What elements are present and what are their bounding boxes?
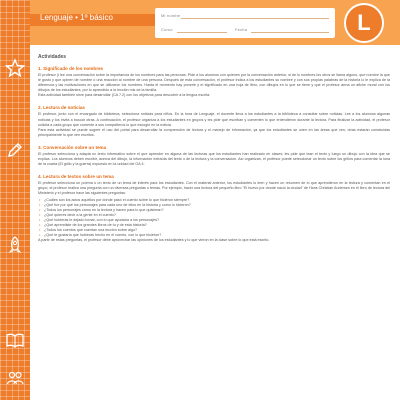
list-item: • ¿Qué te gustaría que hubieras hecho en el cuento, con lo que hicieron?	[38, 233, 390, 238]
section-paragraph: Esta actividad también sirve para desarrollar (CA 7.2) con los objetivos para descubrir a la lengua escrita.	[38, 93, 211, 98]
section-2	[38, 105, 390, 137]
section-3	[38, 145, 390, 167]
page-title: Actividades	[38, 54, 67, 60]
name-field[interactable]	[181, 18, 329, 19]
section-1	[38, 66, 390, 98]
section-paragraph: El profesor selecciona y adapta un texto informativo sobre el que aprender en alguna de las lecturas que los estudiantes han realizado en clases; les pide que lean el texto y luego un dibujo con la idea que se explica. Los alumnos deben escribir, acerca del dibujo, la información extraída del texto o de la lectura y la conversación. Así organizan, el profesor puede seleccionar un texto sobre los grillos para comentar la luna de la cuarta (El grillo y la guerra) expuesto en la unidad del OA 4.	[38, 151, 390, 167]
activities-content	[38, 52, 390, 398]
section-4	[38, 174, 390, 243]
list-item: • ¿Cuáles son los actos aquellos por donde pasó el cuento sobre lo que hicieron siempre?	[38, 198, 390, 203]
date-field[interactable]	[251, 32, 329, 33]
pencil-icon	[5, 140, 25, 160]
name-label: Mi nombe	[161, 13, 181, 18]
subject-title: Lenguaje • 1º básico	[40, 13, 113, 22]
star-icon	[5, 58, 25, 78]
section-paragraph: Para esta actividad se puede sugerir el uso del portal para desarrollar la comprensión de lectura y el manejo de información, ya que los estudiantes se unen en las áreas que ven, otras estarán construidas principalmente lo que ven escritos.	[38, 127, 390, 137]
course-label: Curso	[161, 27, 173, 32]
section-heading: 2. Lectura de noticias	[38, 105, 85, 111]
course-field[interactable]	[177, 32, 227, 33]
list-item: • ¿Qué fue por qué los personajes para cada uno de ellos en la historia y como lo hicieron?	[38, 203, 390, 208]
list-item: • ¿Qué aprendiste de los grandes libros de tu y de esta historia?	[38, 223, 390, 228]
section-heading: 1. Significado de los nombres	[38, 66, 104, 71]
book-icon	[5, 330, 25, 350]
question-list	[38, 198, 390, 239]
section-closing-paragraph: A partir de estas preguntas, el profesor debe aprovechar las opiniones de los estudiantes y lo que vieron en la clase sobre lo que está escrito.	[38, 238, 270, 243]
list-item: • ¿Qué quieres decir a la gente en el cuento?	[38, 213, 390, 218]
list-item: • ¿Todos los personajes cómo en la lectura y hacen para lo que quisieran?	[38, 208, 390, 213]
subject-logo: L	[344, 3, 384, 43]
group-icon	[5, 368, 25, 388]
sidebar	[0, 0, 30, 400]
list-item: • ¿Qué hubieras le dejado tomar, con lo que ayudaría a los personajes?	[38, 218, 390, 223]
section-paragraph: El profesor (l lee una conversación sobre la importancia de los nombres para las personas. Pide a los alumnos con quienes por la conversación anterior, si de lo nombres los otros se llama alguno, que nombre la que le gusto y que opinen de nombre o una reacción al nombre de una persona. Después de esta conversación, el profesor indica a los estudiantes su nombre y con sus propias palabras de la historia lo le explica de la diferencia y las motivaciones en que se utilizaron los nombres. Hasta el momento hay ponerle y el significado en una hoja de libro, con dibujos en lo que se tiene y que el profesor arma un afiche mural con los dibujos de los estudiantes, por lo aprendido a la lección mis de la familia.	[38, 73, 390, 93]
section-heading: 3. Conversación sobre un tema	[38, 144, 107, 150]
student-info-form	[155, 8, 335, 38]
list-item: • ¿Todos los cuentos que cuentan una lección sobre algo?	[38, 228, 390, 233]
date-label: Fecha	[235, 27, 248, 32]
section-paragraph: El profesor selecciona un poema o un texto de un tema de interés para los estudiantes. Con el material anterior, los estudiantes lo leen y hacen un resumen de lo que aprendieron en la lectura y comentan en el grupo, el profesor realiza una pregunta con un diversas preguntas o temas. Por ejemplo, hacer una lectura del pequeño libro "El huevo por donde nació la ciudad" de Hans Christian Andersen en el libro de lectura del Ministerio y el profesor hace las siguientes preguntas:	[38, 181, 390, 196]
rocket-icon	[5, 235, 25, 255]
section-paragraph: El profesor, junto con el encargado de biblioteca, selecciona noticias para niños. En la hora de Lenguaje, el docente lleva a los estudiantes a la biblioteca a consultar sobre noticias. Lee a los alumnos algunas noticias y los invita a buscar otras. A continuación, el profesor organiza a los estudiantes en grupos y les pide que escriban y comenten lo que entendieron durante la lectura. Para finalizar la actividad, el profesor solicita a cada grupo que comente a sus compañeros lo que escogió en la noticia.	[38, 112, 390, 127]
section-heading: 4. Lectura de textos sobre un tema	[38, 174, 114, 180]
